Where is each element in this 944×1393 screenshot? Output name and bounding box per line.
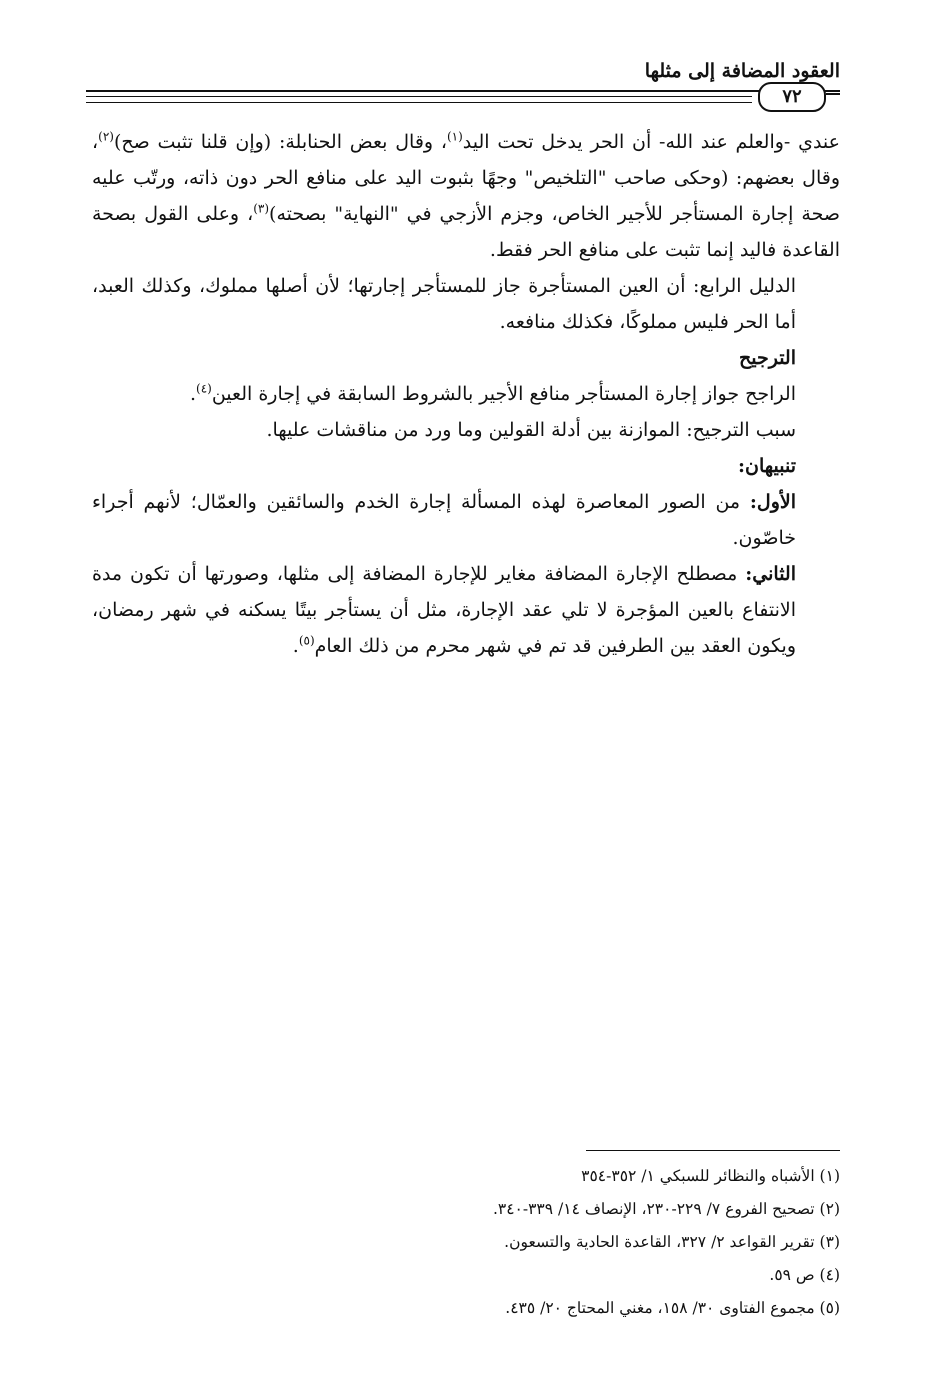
paragraph: عندي -والعلم عند الله- أن الحر يدخل تحت اليد$^{(١)}$، وقال بعض الحنابلة: (وإن قلنا تثبت صح)$^{(٢)}$، وقال بعضهم: (وحكى صاحب "التلخيص" وجهًا بثبوت اليد على منافع الحر دون ذاته، ورتّب عليه صحة إجارة المستأجر للأجير الخاص، وجزم الأزجي في "النهاية" بصحته)$^{(٣)}$، وعلى القول بصحة القاعدة فاليد إنما تثبت على منافع الحر فقط. (92, 129, 840, 261)
footnote: (٣) تقرير القواعد ٢/ ٣٢٧، القاعدة الحادية والتسعون. (504, 1233, 840, 1251)
paragraph: الراجح جواز إجارة المستأجر منافع الأجير بالشروط السابقة في إجارة العين$^{(٤)}$. (189, 381, 796, 405)
footnote-ref[interactable]: (٤) (196, 381, 212, 396)
main-text (92, 124, 840, 664)
footnote-ref[interactable]: (٣) (253, 201, 270, 216)
header-rule (86, 96, 752, 97)
item-label: الثاني: (745, 563, 796, 585)
footnote: (٤) ص ٥٩. (769, 1266, 840, 1284)
paragraph: الأول: من الصور المعاصرة لهذه المسألة إجارة الخدم والسائقين والعمّال؛ لأنهم أجراء خاصّون. (92, 491, 796, 549)
paragraph: الثاني: مصطلح الإجارة المضافة مغاير للإجارة المضافة إلى مثلها، وصورتها أن تكون مدة الانتفاع بالعين المؤجرة لا تلي عقد الإجارة، مثل أن يستأجر بيتًا يسكنه في شهر رمضان، ويكون العقد بين الطرفين قد تم في شهر محرم من ذلك العام$^{(٥)}$. (92, 563, 796, 657)
page-number: ٧٢ (758, 82, 826, 112)
footnote-separator (586, 1150, 840, 1151)
footnote: (٢) تصحيح الفروع ٧/ ٢٢٩-٢٣٠، الإنصاف ١٤/ ٣٣٩-٣٤٠. (492, 1200, 840, 1218)
footnote-ref[interactable]: (٢) (98, 129, 114, 144)
paragraph: الدليل الرابع: أن العين المستأجرة جاز للمستأجر إجارتها؛ لأن أصلها مملوك، وكذلك العبد، أما الحر فليس مملوكًا، فكذلك منافعه. (92, 275, 796, 333)
page-header (86, 58, 840, 118)
section-heading: الترجيح (738, 347, 796, 369)
footnote: (١) الأشباه والنظائر للسبكي ١/ ٣٥٢-٣٥٤ (581, 1167, 840, 1185)
header-rule-tick (826, 93, 840, 95)
header-rule (86, 90, 840, 92)
header-rule (86, 102, 752, 103)
footnotes (140, 1160, 840, 1325)
footnote-ref[interactable]: (٥) (298, 633, 315, 648)
paragraph: سبب الترجيح: الموازنة بين أدلة القولين وما ورد من مناقشات عليها. (266, 419, 796, 441)
footnote-ref[interactable]: (١) (446, 129, 463, 144)
section-heading: تنبيهان: (737, 455, 796, 477)
footnote: (٥) مجموع الفتاوى ٣٠/ ١٥٨، مغني المحتاج ٢٠/ ٤٣٥. (505, 1299, 840, 1317)
running-title: العقود المضافة إلى مثلها (644, 60, 840, 82)
item-label: الأول: (749, 491, 796, 513)
